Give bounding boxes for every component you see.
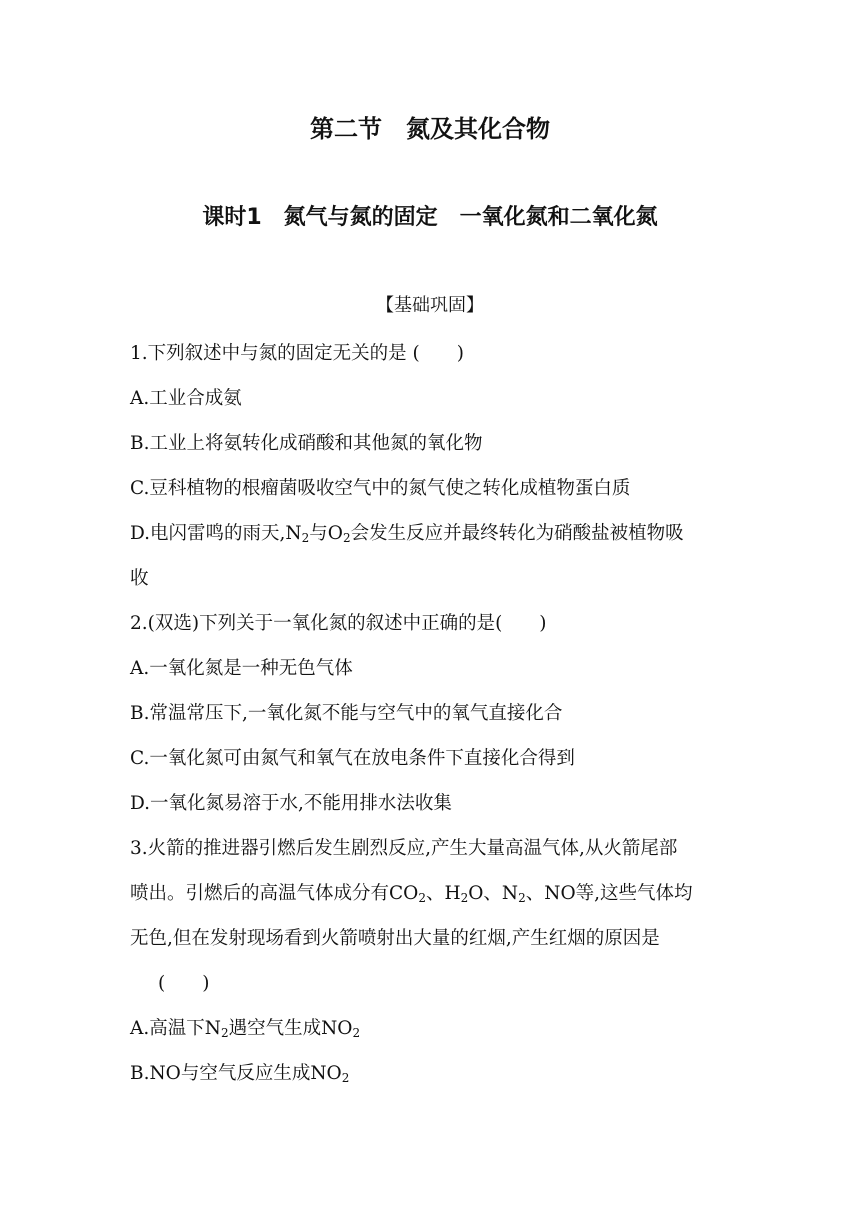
q1-option-d	[130, 521, 684, 547]
q1-option-c: C.豆科植物的根瘤菌吸收空气中的氮气使之转化成植物蛋白质	[130, 478, 631, 499]
q1-d-sub-1: 2	[301, 531, 310, 545]
section-heading: 【基础巩固】	[376, 295, 484, 316]
section-title: 第二节 氮及其化合物	[310, 115, 550, 143]
q3-l2-sub-2: 2	[460, 891, 469, 905]
q3-stem-line-1: 3.火箭的推进器引燃后发生剧烈反应,产生大量高温气体,从火箭尾部	[130, 838, 678, 859]
q2-stem: 2.(双选)下列关于一氧化氮的叙述中正确的是( )	[130, 613, 547, 634]
q1-d-text-2: 与O	[309, 523, 343, 544]
q2-option-d: D.一氧化氮易溶于水,不能用排水法收集	[130, 793, 452, 814]
q1-d-text-1: D.电闪雷鸣的雨天,N	[130, 523, 302, 544]
q1-option-d-continued: 收	[130, 568, 149, 589]
q2-option-b: B.常温常压下,一氧化氮不能与空气中的氧气直接化合	[130, 703, 563, 724]
q3-b-sub-1: 2	[341, 1071, 350, 1085]
q3-l2-text-2: 、H	[425, 883, 461, 904]
q3-a-sub-1: 2	[220, 1026, 229, 1040]
q1-option-a: A.工业合成氨	[130, 388, 242, 409]
q3-l2-text-4: 、NO等,这些气体均	[525, 883, 693, 904]
q3-a-text-2: 遇空气生成NO	[228, 1018, 353, 1039]
q1-option-b: B.工业上将氨转化成硝酸和其他氮的氧化物	[130, 433, 483, 454]
lesson-title: 课时1 氮气与氮的固定 一氧化氮和二氧化氮	[202, 205, 658, 230]
q3-stem-line-2	[130, 881, 693, 907]
q2-option-c: C.一氧化氮可由氮气和氧气在放电条件下直接化合得到	[130, 748, 575, 769]
q3-a-text-1: A.高温下N	[130, 1018, 221, 1039]
q3-option-b	[130, 1061, 349, 1087]
q3-a-sub-2: 2	[352, 1026, 361, 1040]
q2-option-a: A.一氧化氮是一种无色气体	[130, 658, 353, 679]
q1-stem: 1.下列叙述中与氮的固定无关的是 ( )	[130, 343, 464, 364]
q3-l2-text-3: O、N	[468, 883, 519, 904]
q3-stem-line-3: 无色,但在发射现场看到火箭喷射出大量的红烟,产生红烟的原因是	[130, 928, 660, 949]
q1-d-sub-2: 2	[342, 531, 351, 545]
q3-l2-sub-3: 2	[518, 891, 526, 905]
q3-b-text-1: B.NO与空气反应生成NO	[130, 1063, 342, 1084]
q3-l2-sub-1: 2	[418, 891, 426, 905]
q1-d-text-3: 会发生反应并最终转化为硝酸盐被植物吸	[350, 523, 684, 544]
q3-answer-paren: ( )	[158, 973, 210, 994]
q3-option-a	[130, 1016, 360, 1042]
q3-l2-text-1: 喷出。引燃后的高温气体成分有CO	[130, 883, 419, 904]
